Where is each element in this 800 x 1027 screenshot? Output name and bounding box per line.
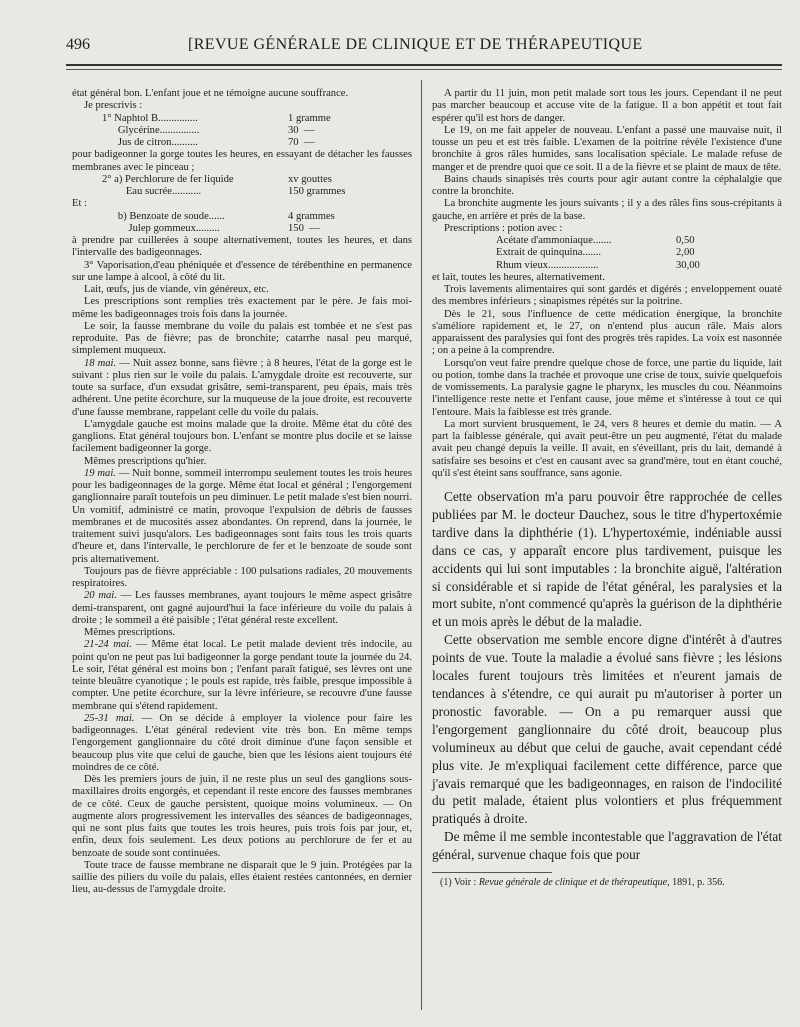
prescription-line: Rhum vieux................... 30,00	[496, 259, 700, 271]
paragraph: L'amygdale gauche est moins malade que la droite. Même état du côté des ganglions. Etat général toujours bon. L'enfant se montre plus docile et se laisse facilement badigeonner la gorge.	[72, 418, 412, 455]
column-divider	[421, 80, 422, 1010]
footnote-rule	[432, 872, 552, 873]
paragraph: 21-24 mai. — Même état local. Le petit malade devient très indocile, au point qu'on ne peut pas lui badigeonner la gorge pendant toute la journée du 24. Le soir, l'état général est moins bon ; l'enfant paraît fatigué, ses lèvres ont une teinte bleuâtre cyanotique ; le pouls est rapide, très faible, presque impossible à compter. Une petite écorchure, sur la lèvre inférieure, se recouvre d'une fausse membrane qui s'étend rapidement.	[72, 639, 413, 712]
paragraph: Toute trace de fausse membrane ne disparait que le 9 juin. Protégées par la saillie des piliers du voile du palais, elles étaient restées cantonnées, en dernier lieu, au-dessus de l'amygdale droite.	[72, 859, 412, 896]
paragraph: La bronchite augmente les jours suivants ; il y a des râles fins sous-crépitants à gauche, en arrière et près de la base.	[432, 198, 782, 222]
prescription-line: b) Benzoate de soude...... 4 grammes	[102, 210, 335, 222]
paragraph: Lorsqu'on veut faire prendre quelque chose de force, une partie du liquide, lait ou potion, tombe dans la trachée et provoque une crise de toux, suivie quelquefois de vomissements. La paralysie gagne le pharynx, les muscles du cou. Néanmoins l'intelligence reste nette et l'enfant cause, joue même et s'intéresse à tout ce qui l'entoure. Mais la faiblesse est très grande.	[432, 357, 782, 418]
paragraph: 18 mai. — Nuit assez bonne, sans fièvre ; à 8 heures, l'état de la gorge est le suivant : plus rien sur le voile du palais. L'amygdale droite est recouverte, sur toute sa surface, d'un exsudat grisâtre, semi-transparent, peu épais, mais très adhérent. Une petite écorchure, sur la muqueuse de la joue droite, est recouverte d'une fausse membrane, rappelant celle du voile du palais.	[72, 357, 412, 418]
paragraph: Toujours pas de fièvre appréciable : 100 pulsations radiales, 20 mouvements respiratoires.	[72, 565, 412, 589]
prescription-block-1	[72, 113, 412, 150]
prescription-line: Acétate d'ammoniaque....... 0,50	[496, 235, 695, 246]
paragraph: état général bon. L'enfant joue et ne témoigne aucune souffrance.	[72, 88, 349, 99]
footnote: (1) Voir : Revue générale de clinique et de thérapeutique, 1891, p. 356.	[440, 877, 725, 889]
date: 18 mai.	[84, 357, 117, 369]
prescription-block-2	[72, 174, 412, 199]
prescription-block-3	[72, 211, 412, 236]
paragraph: Trois lavements alimentaires qui sont gardés et digérés ; enveloppement ouaté des membres inférieurs ; sinapismes répétés sur la poitrine.	[432, 284, 782, 308]
date: 25-31 mai.	[84, 712, 135, 724]
prescription-line: Julep gommeux......... 150 —	[102, 222, 320, 234]
paragraph: et lait, toutes les heures, alternativement.	[432, 271, 605, 283]
paragraph: Le soir, la fausse membrane du voile du palais est tombée et ne s'est pas reproduite. Pas de fièvre; pas de bronchite; catarrhe nasal peu marqué, simplement muqueux.	[72, 320, 412, 357]
paragraph: 19 mai. — Nuit bonne, sommeil interrompu seulement toutes les trois heures pour les badigeonnages de la gorge. Même état local et général ; l'engorgement ganglionnaire paraît toutefois un peu diminuer. Le petit malade s'est bien nourri. Un vomitif, administré ce matin, provoque l'expulsion de débris de fausses membranes et de mucosités assez abondantes. On reprend, dans la journée, le traitement suivi jusqu'alors. Les badigeonnages sont faits tous les trois quarts d'heure et, dans l'intervalle, le perchlorure de fer et le benzoate de soude sont pris alternativement.	[72, 467, 413, 565]
paragraph: Mêmes prescriptions qu'hier.	[84, 455, 207, 467]
paragraph: A partir du 11 juin, mon petit malade sort tous les jours. Cependant il ne peut pas marcher beaucoup et accuse vite de la fatigue. Il a bon appétit et tout fait espérer qu'il est hors de danger.	[432, 88, 782, 124]
paragraph: Lait, œufs, jus de viande, vin généreux, etc.	[84, 284, 269, 295]
paragraph: Les prescriptions sont remplies très exactement par le père. Je fais moi-même les badigeonnages trois fois dans la journée.	[72, 296, 412, 320]
prescription-line: 2° a) Perchlorure de fer liquide xv gouttes	[102, 173, 332, 185]
page-header	[66, 36, 782, 60]
commentary	[432, 488, 782, 864]
paragraph: La mort survient brusquement, le 24, vers 8 heures et demie du matin. — A part la faiblesse générale, qui avait peut-être un peu augmenté, l'état du malade avait peu changé depuis la veille. Il avait, en s'éveillant, pris du lait, demandé à satisfaire ses besoins et c'est en causant avec sa grand'mère, tout en étant couché, qu'il s'est éteint sans souffrance, sans agonie.	[432, 418, 782, 479]
paragraph: à prendre par cuillerées à soupe alternativement, toutes les heures, et dans l'intervalle des badigeonnages.	[72, 235, 412, 259]
left-column	[72, 88, 412, 897]
header-rule	[66, 64, 782, 66]
prescription-line: Eau sucrée........... 150 grammes	[102, 186, 346, 197]
prescription-line: 1° Naphtol B............... 1 gramme	[102, 112, 331, 124]
paragraph: 20 mai. — Les fausses membranes, ayant toujours le même aspect grisâtre demi-transparent, ont gagné aujourd'hui la face inférieure du voile du palais à droite ; le sommeil a été paisible ; l'état général reste excellent.	[72, 590, 412, 626]
paragraph: Dès le 21, sous l'influence de cette médication énergique, la bronchite s'améliore rapidement et, le 27, on n'entend plus aucun râle. Mais alors apparaissent des paralysies qui font des progrès très rapides. La voix est nasonnée ; on a peine à la comprendre.	[432, 308, 782, 357]
paragraph: Dès les premiers jours de juin, il ne reste plus un seul des ganglions sous-maxillaires droits engorgés, et cependant il reste encore des fausses membranes de ce côté. Ceux de gauche persistent, quoique moins volumineux. — On augmente alors progressivement les intervalles des séances de badigeonnages, qui ne sont plus faits que toutes les trois heures, puis trois fois par jour, et, enfin, deux fois seulement. Les deux potions au perchlorure de fer et au benzoate de soude sont continuées.	[72, 774, 412, 859]
paragraph: Mêmes prescriptions.	[84, 627, 176, 638]
paragraph: Bains chauds sinapisés très courts pour agir autant contre la céphalalgie que contre la bronchite.	[432, 173, 782, 197]
header-rule-thin	[66, 69, 782, 70]
paragraph: 25-31 mai. — On se décide à employer la violence pour faire les badigeonnages. L'état général redevient vite très bon. En même temps l'engorgement ganglionnaire du côté droit diminue d'une façon sensible et beaucoup plus vite que celui de gauche, bien que les lésions aient toujours été moindres de ce côté.	[72, 712, 413, 773]
date: 20 mai.	[84, 590, 117, 602]
right-column	[432, 88, 782, 889]
date: 19 mai.	[84, 467, 116, 479]
prescription-line: Jus de citron.......... 70 —	[102, 137, 315, 148]
page-number: 496	[66, 36, 90, 53]
running-head: [REVUE GÉNÉRALE DE CLINIQUE ET DE THÉRAPEUTIQUE	[188, 36, 643, 53]
paragraph: Je prescrivis :	[84, 100, 143, 112]
prescription-line: Glycérine............... 30 —	[102, 124, 315, 136]
paragraph: 3° Vaporisation,d'eau phéniquée et d'essence de térébenthine en permanence sur une lampe à alcool, à côté du lit.	[72, 259, 412, 283]
date: 21-24 mai.	[84, 639, 132, 651]
paragraph: Prescriptions : potion avec :	[444, 222, 563, 234]
commentary-paragraph: Cette observation me semble encore digne d'intérêt à d'autres points de vue. Toute la maladie a évolué sans fièvre ; les lésions locales furent toujours très limitées et n'eurent jamais de tendances à s'étendre, ce qui aurait pu m'autoriser à porter un pronostic favorable. — On a pu remarquer aussi que l'engorgement ganglionnaire du côté droit, beaucoup plus volumineux au début que celui de gauche, avait cependant cédé plus vite. Je m'expliquai facilement cette différence, parce que j'avais remarqué que les badigeonnages, en raison de l'indocilité du petit malade, étaient plus volontiers et plus fréquemment pratiqués à droite.	[432, 632, 782, 827]
paragraph: Le 19, on me fait appeler de nouveau. L'enfant a passé une mauvaise nuit, il tousse un peu et est très faible. L'examen de la poitrine révèle l'existence d'une bronchite à gros râles humides, sans localisation spéciale. Le malade refuse de manger et de prendre quoi que ce soit. Il a de la fièvre et se plaint de maux de tête.	[432, 124, 782, 173]
prescription-block	[432, 235, 782, 272]
commentary-paragraph: De même il me semble incontestable que l'aggravation de l'état général, survenue chaque fois que pour	[432, 829, 782, 863]
paragraph: Et :	[72, 198, 88, 210]
commentary-paragraph: Cette observation m'a paru pouvoir être rapprochée de celles publiées par M. le docteur Dauchez, sous le titre d'hypertoxémie tardive dans la diphthérie (1). L'hypertoxémie, indéniable aussi dans ce cas, y apparaît encore plus tardivement, puisque les accidents qui lui sont imputables : la bronchite aiguë, l'altération si considérable et si rapide de l'état général, les paralysies et la mort subite, n'ont commencé qu'après la guérison de la diphthérie et un mois après le début de la maladie.	[432, 489, 782, 630]
paragraph: pour badigeonner la gorge toutes les heures, en essayant de détacher les fausses membranes avec le pinceau ;	[72, 149, 412, 173]
prescription-line: Extrait de quinquina....... 2,00	[496, 247, 695, 259]
